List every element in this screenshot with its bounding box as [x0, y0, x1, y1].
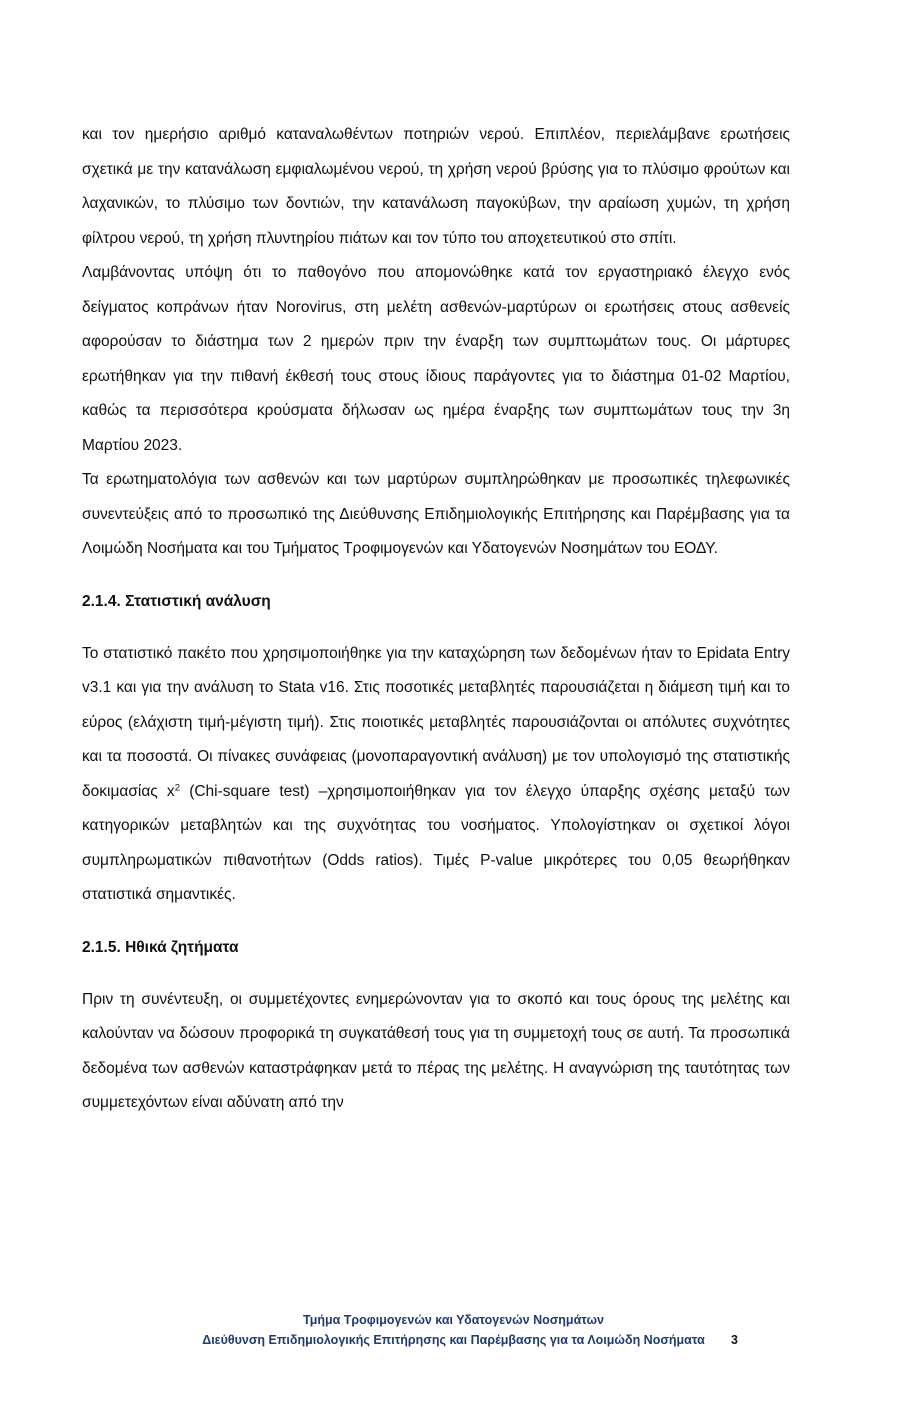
superscript-two: 2 [174, 782, 181, 794]
paragraph-interviews: Τα ερωτηματολόγια των ασθενών και των μαρτύρων συμπληρώθηκαν με προσωπικές τηλεφωνικές συνεντεύξεις από το προσωπικό της Διεύθυνσης Επιδημιολογικής Επιτήρησης και Παρέμβασης για τα Λοιμώδη Νοσήματα και του Τμήματος Τροφιμογενών και Υδατογενών Νοσημάτων του ΕΟΔΥ. [82, 471, 790, 557]
page-number: 3 [731, 1333, 738, 1347]
footer-department: Τμήμα Τροφιμογενών και Υδατογενών Νοσημάτων [302, 1313, 605, 1327]
heading-ethical-issues: 2.1.5. Ηθικά ζητήματα [82, 938, 239, 956]
page-content [82, 118, 790, 1121]
paragraph-questionnaire-items: και τον ημερήσιο αριθμό καταναλωθέντων ποτηριών νερού. Επιπλέον, περιελάμβανε ερωτήσεις σχετικά με την κατανάλωση εμφιαλωμένου νερού, τη χρήση νερού βρύσης για το πλύσιμο φρούτων και λαχανικών, το πλύσιμο των δοντιών, την κατανάλωση παγοκύβων, την αραίωση χυμών, τη χρήση φίλτρου νερού, τη χρήση πλυντηρίου πιάτων και τον τύπο του αποχετευτικού στο σπίτι. [82, 126, 790, 247]
page-footer [0, 1310, 907, 1350]
heading-statistical-analysis: 2.1.4. Στατιστική ανάλυση [82, 592, 271, 610]
paragraph-ethical-issues: Πριν τη συνέντευξη, οι συμμετέχοντες ενημερώνονταν για το σκοπό και τους όρους της μελέτης και καλούνταν να δώσουν προφορικά τη συγκατάθεσή τους για τη συμμετοχή τους σε αυτή. Τα προσωπικά δεδομένα των ασθενών καταστράφηκαν μετά το πέρας της μελέτης. Η αναγνώριση της ταυτότητας των συμμετεχόντων είναι αδύνατη από την [82, 990, 790, 1111]
statistics-text-part-2: (Chi-square test) –χρησιμοποιήθηκαν για τον έλεγχο ύπαρξης σχέσης μεταξύ των κατηγορικών μεταβλητών και της συχνότητας του νοσήματος. Υπολογίστηκαν οι σχετικοί λόγοι συμπληρωματικών πιθανοτήτων (Odds ratios). Τιμές P-value μικρότερες του 0,05 θεωρήθηκαν στατιστικά σημαντικές. [82, 782, 790, 903]
paragraph-exposure-period: Λαμβάνοντας υπόψη ότι το παθογόνο που απομονώθηκε κατά τον εργαστηριακό έλεγχο ενός δείγματος κοπράνων ήταν Norovirus, στη μελέτη ασθενών-μαρτύρων οι ερωτήσεις στους ασθενείς αφορούσαν το διάστημα των 2 ημερών πριν την έναρξη των συμπτωμάτων τους. Οι μάρτυρες ερωτήθηκαν για την πιθανή έκθεσή τους στους ίδιους παράγοντες για το διάστημα 01-02 Μαρτίου, καθώς τα περισσότερα κρούσματα δήλωσαν ως ημέρα έναρξης των συμπτωμάτων τους την 3η Μαρτίου 2023. [82, 264, 790, 454]
paragraph-statistical-analysis [82, 637, 790, 913]
footer-directorate: Διεύθυνση Επιδημιολογικής Επιτήρησης και Παρέμβασης για τα Λοιμώδη Νοσήματα [202, 1333, 705, 1347]
statistics-text-part-1: Το στατιστικό πακέτο που χρησιμοποιήθηκε για την καταχώρηση των δεδομένων ήταν το Epidata Entry v3.1 και για την ανάλυση το Stata v16. Στις ποσοτικές μεταβλητές παρουσιάζεται η διάμεση τιμή και το εύρος (ελάχιστη τιμή-μέγιστη τιμή). Στις ποιοτικές μεταβλητές παρουσιάζονται οι απόλυτες συχνότητες και τα ποσοστά. Οι πίνακες συνάφειας (μονοπαραγοντική ανάλυση) με τον υπολογισμό της στατιστικής δοκιμασίας x [82, 644, 790, 800]
